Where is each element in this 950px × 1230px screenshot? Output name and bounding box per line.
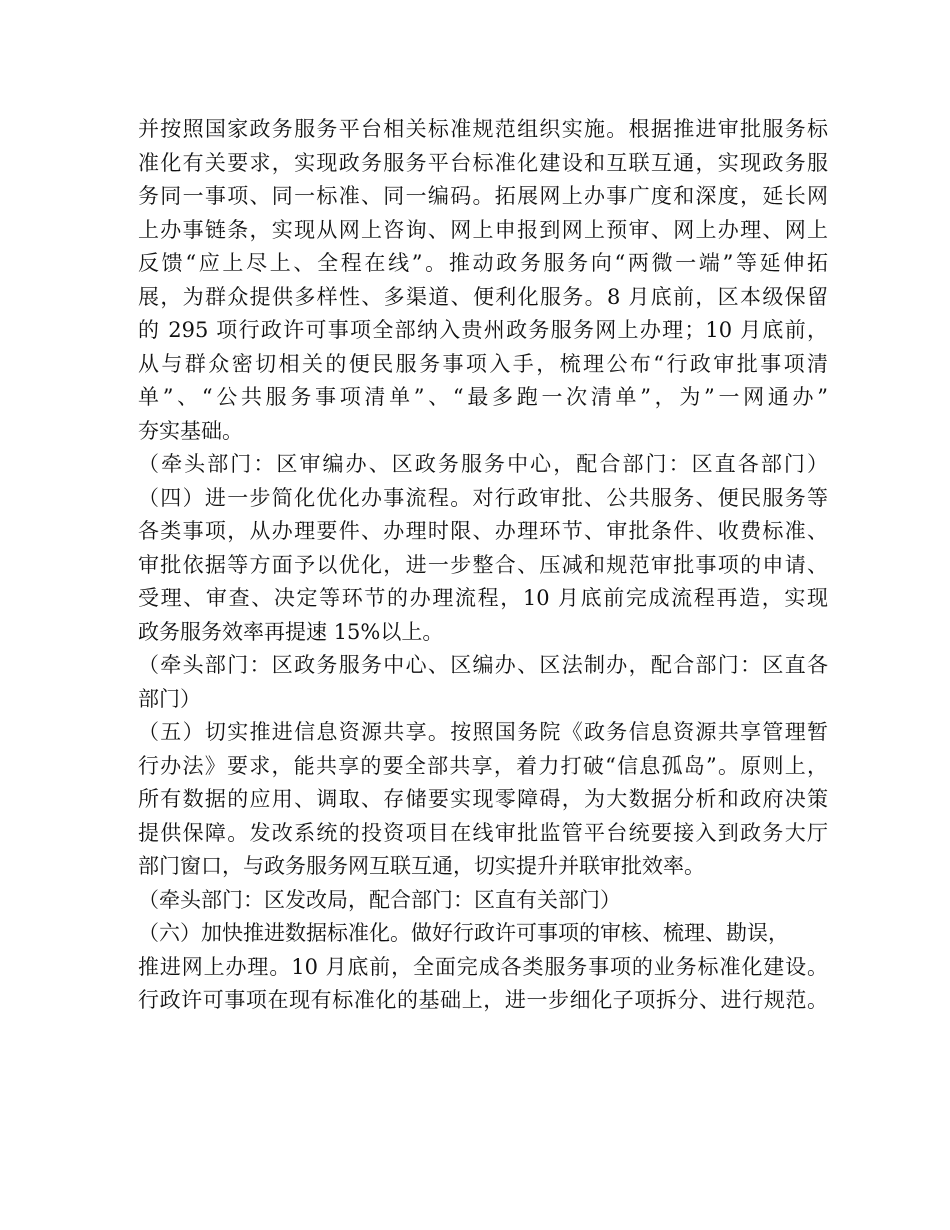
- text-line: 准化有关要求，实现政务服务平台标准化建设和互联互通，实现政务服: [138, 150, 828, 175]
- text-line: 的 295 项行政许可事项全部纳入贵州政务服务网上办理；10 月底前，: [138, 318, 828, 342]
- text-line: 受理、审查、决定等环节的办理流程，10 月底前完成流程再造，实现: [138, 586, 828, 610]
- text-line: 反馈“应上尽上、全程在线”。推动政务服务向“两微一端”等延伸拓: [138, 251, 828, 275]
- text-line: （六）加快推进数据标准化。做好行政许可事项的审核、梳理、勘误，: [138, 921, 789, 945]
- text-line: （牵头部门：区发改局，配合部门：区直有关部门）: [138, 887, 621, 912]
- text-line: 所有数据的应用、调取、存储要实现零障碍，为大数据分析和政府决策: [138, 787, 828, 811]
- text-line: 从与群众密切相关的便民服务事项入手，梳理公布“行政审批事项清: [138, 351, 828, 376]
- text-line: （五）切实推进信息资源共享。按照国务院《政务信息资源共享管理暂: [138, 720, 828, 744]
- text-line: 单”、“公共服务事项清单”、“最多跑一次清单”，为”一网通办”: [138, 385, 828, 409]
- text-line: 并按照国家政务服务平台相关标准规范组织实施。根据推进审批服务标: [138, 117, 828, 141]
- text-line: 部门窗口，与政务服务网互联互通，切实提升并联审批效率。: [138, 854, 705, 878]
- text-line: 政务服务效率再提速 15%以上。: [138, 619, 444, 644]
- text-line: 夯实基础。: [138, 418, 243, 443]
- text-line: 推进网上办理。10 月底前，全面完成各类服务事项的业务标准化建设。: [138, 954, 828, 979]
- text-line: 行办法》要求，能共享的要全部共享，着力打破“信息孤岛”。原则上，: [138, 753, 828, 778]
- document-page: [138, 113, 828, 1018]
- text-line: （牵头部门：区政务服务中心、区编办、区法制办，配合部门：区直各: [138, 653, 828, 677]
- text-line: 各类事项，从办理要件、办理时限、办理环节、审批条件、收费标准、: [138, 519, 828, 543]
- text-line: （牵头部门：区审编办、区政务服务中心，配合部门：区直各部门）: [138, 452, 828, 476]
- text-line: 审批依据等方面予以优化，进一步整合、压减和规范审批事项的申请、: [138, 552, 828, 577]
- text-line: 提供保障。发改系统的投资项目在线审批监管平台统要接入到政务大厅: [138, 820, 828, 845]
- text-line: 行政许可事项在现有标准化的基础上，进一步细化子项拆分、进行规范。: [138, 988, 828, 1012]
- text-line: （四）进一步简化优化办事流程。对行政审批、公共服务、便民服务等: [138, 485, 828, 510]
- text-line: 务同一事项、同一标准、同一编码。拓展网上办事广度和深度，延长网: [138, 184, 828, 208]
- text-line: 上办事链条，实现从网上咨询、网上申报到网上预审、网上办理、网上: [138, 217, 828, 242]
- text-line: 部门）: [138, 686, 201, 711]
- text-line: 展，为群众提供多样性、多渠道、便利化服务。8 月底前，区本级保留: [138, 284, 828, 309]
